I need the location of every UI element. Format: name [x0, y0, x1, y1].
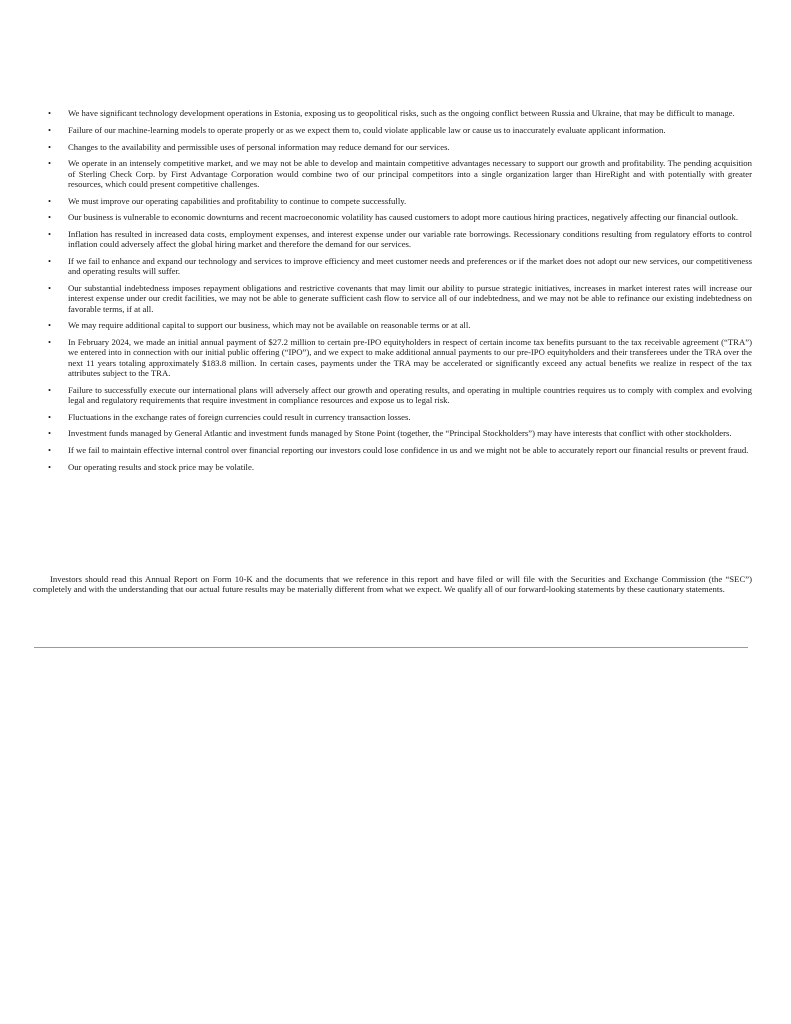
- list-item: [48, 320, 752, 330]
- list-item: [48, 462, 752, 472]
- list-item-text: Inflation has resulted in increased data costs, employment expenses, and interest expense under our variable rate borrowings. Recessionary conditions resulting from regulatory efforts to control inflation could adversely affect the global hiring market and therefore the demand for our services.: [68, 229, 752, 250]
- list-item: [48, 256, 752, 276]
- list-item: [48, 337, 752, 378]
- bullet-marker: •: [48, 283, 52, 294]
- list-item: [48, 445, 752, 455]
- list-item-text: We may require additional capital to support our business, which may not be available on reasonable terms or at all.: [68, 320, 471, 331]
- list-item: [48, 196, 752, 206]
- list-item-text: We operate in an intensely competitive market, and we may not be able to develop and maintain competitive advantages necessary to support our growth and profitability. The pending acquisition of Sterling Check Corp. by First Advantage Corporation would combine two of our principal competitors into a single organization larger than HireRight and with potentially with greater resources, which could present competitive challenges.: [68, 158, 752, 189]
- list-item: [48, 385, 752, 405]
- list-item-text: Changes to the availability and permissible uses of personal information may reduce demand for our services.: [68, 141, 450, 152]
- list-item-text: We must improve our operating capabilities and profitability to continue to compete successfully.: [68, 195, 407, 206]
- list-item-text: We have significant technology development operations in Estonia, exposing us to geopolitical risks, such as the ongoing conflict between Russia and Ukraine, that may be difficult to manage.: [68, 108, 735, 118]
- bullet-marker: •: [48, 411, 52, 422]
- list-item: [48, 428, 752, 438]
- bullet-marker: •: [48, 212, 52, 223]
- bullet-marker: •: [48, 256, 52, 267]
- list-item: [48, 125, 752, 135]
- page-divider: [34, 647, 748, 648]
- bullet-marker: •: [48, 195, 52, 206]
- list-item-text: Failure of our machine-learning models to operate properly or as we expect them to, could violate applicable law or cause us to inaccurately evaluate applicant information.: [68, 124, 666, 135]
- list-item: [48, 283, 752, 314]
- list-item: [48, 212, 752, 222]
- bullet-marker: •: [48, 337, 52, 348]
- list-item: [48, 158, 752, 189]
- bullet-marker: •: [48, 445, 52, 456]
- list-item-text: Fluctuations in the exchange rates of foreign currencies could result in currency transaction losses.: [68, 411, 411, 422]
- list-item: [48, 229, 752, 249]
- list-item-text: If we fail to enhance and expand our technology and services to improve efficiency and meet customer needs and preferences or if the market does not adopt our new services, our competitiveness and operating results will suffer.: [68, 256, 752, 277]
- bullet-marker: •: [48, 384, 52, 395]
- risk-factor-list: [48, 108, 752, 479]
- list-item: [48, 412, 752, 422]
- list-item-text: In February 2024, we made an initial annual payment of $27.2 million to certain pre-IPO equityholders in respect of certain income tax benefits pursuant to the tax receivable agreement (“TRA”) we entered into in connection with our initial public offering (“IPO”), and we expect to make additional annual payments to our pre-IPO equityholders and their transferees under the TRA over the next 11 years totaling approximately $183.8 million. In certain cases, payments under the TRA may be accelerated or significantly exceed any actual benefits we realize in respect of the tax attributes subject to the TRA.: [68, 337, 752, 378]
- bullet-marker: •: [48, 320, 52, 331]
- bullet-marker: •: [48, 158, 52, 169]
- list-item: [48, 108, 752, 118]
- list-item-text: Our substantial indebtedness imposes repayment obligations and restrictive covenants that may limit our ability to pursue strategic initiatives, increases in market interest rates will increase our interest expense under our credit facilities, we may not be able to generate sufficient cash flow to service all of our indebtedness, and we may not be able to refinance our existing indebtedness on favorable terms, if at all.: [68, 283, 752, 314]
- list-item-text: If we fail to maintain effective internal control over financial reporting our investors could lose confidence in us and we might not be able to accurately report our financial results or prevent fraud.: [68, 445, 749, 456]
- list-item-text: Failure to successfully execute our international plans will adversely affect our growth and operating results, and operating in multiple countries requires us to comply with complex and evolving legal and regulatory requirements that require investment in compliance resources and expose us to legal risk.: [68, 384, 752, 405]
- bullet-marker: •: [48, 124, 52, 135]
- list-item-text: Our operating results and stock price may be volatile.: [68, 461, 255, 472]
- list-item-text: Our business is vulnerable to economic downturns and recent macroeconomic volatility has caused customers to adopt more cautious hiring practices, negatively affecting our financial outlook.: [68, 212, 739, 223]
- list-item-text: Investment funds managed by General Atlantic and investment funds managed by Stone Point (together, the “Principal Stockholders”) may have interests that conflict with other stockholders.: [68, 428, 732, 439]
- bullet-marker: •: [48, 461, 52, 472]
- list-item: [48, 142, 752, 152]
- bullet-marker: •: [48, 229, 52, 240]
- bullet-marker: •: [48, 428, 52, 439]
- bullet-marker: •: [48, 108, 52, 118]
- closing-paragraph: Investors should read this Annual Report on Form 10-K and the documents that we reference in this report and have filed or will file with the Securities and Exchange Commission (the “SEC”) completely and with the understanding that our actual future results may be materially different from what we expect. We qualify all of our forward-looking statements by these cautionary statements.: [33, 574, 752, 595]
- bullet-marker: •: [48, 141, 52, 152]
